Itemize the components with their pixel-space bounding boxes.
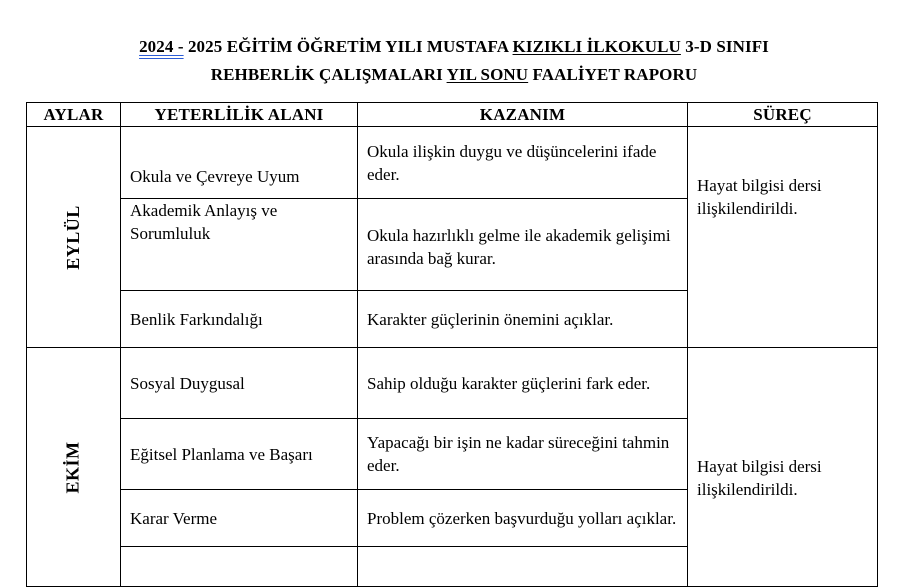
title-line-1-mid: 2025 EĞİTİM ÖĞRETİM YILI MUSTAFA [183,37,513,56]
kazanim-cell [358,547,688,587]
kazanim-text: Okula hazırlıklı gelme ile akademik gelişimi arasında bağ kurar. [367,225,671,268]
report-title [0,33,908,89]
table-row [27,127,878,199]
surec-cell [688,348,878,587]
alan-text: Karar Verme [130,508,218,528]
title-line-2 [0,61,908,89]
kazanim-text: Problem çözerken başvurduğu yolları açıklar. [367,508,677,528]
header-kazanim: KAZANIM [358,103,688,127]
title-line-1 [0,33,908,61]
table-row [27,348,878,419]
kazanim-text: Yapacağı bir işin ne kadar süreceğini tahmin eder. [367,433,670,475]
alan-cell [121,291,358,348]
month-label: EKİM [62,440,83,494]
title-line-2-start: REHBERLİK ÇALIŞMALARI [210,65,447,84]
alan-cell [121,127,358,199]
alan-cell [121,419,358,490]
month-label: EYLÜL [62,204,83,270]
alan-text: Benlik Farkındalığı [130,309,263,329]
alan-cell [121,490,358,547]
title-line-1-end: 3-D SINIFI [680,37,769,56]
kazanim-cell [358,291,688,348]
kazanim-text: Sahip olduğu karakter güçlerini fark eder. [367,373,651,393]
surec-text: Hayat bilgisi dersi ilişkilendirildi. [697,176,822,218]
kazanim-cell [358,199,688,291]
title-year-end-label: YIL SONU [446,65,529,84]
activity-report-table [26,102,878,587]
kazanim-text: Karakter güçlerinin önemini açıklar. [367,309,614,329]
alan-text: Akademik Anlayış ve Sorumluluk [130,201,278,243]
surec-cell [688,127,878,348]
title-line-2-end: FAALİYET RAPORU [528,65,698,84]
header-surec: SÜREÇ [688,103,878,127]
kazanim-cell [358,348,688,419]
kazanim-cell [358,490,688,547]
table-header-row [27,103,878,127]
kazanim-cell [358,419,688,490]
header-aylar: AYLAR [27,103,121,127]
month-cell-ekim [27,348,121,587]
alan-text: Okula ve Çevreye Uyum [130,167,300,186]
alan-cell [121,547,358,587]
month-cell-eylul [27,127,121,348]
alan-text: Eğitsel Planlama ve Başarı [130,444,313,464]
kazanim-cell [358,127,688,199]
title-year-start: 2024 - [139,37,184,56]
alan-text: Sosyal Duygusal [130,373,245,393]
kazanim-text: Okula ilişkin duygu ve düşüncelerini ifade eder. [367,141,657,184]
surec-text: Hayat bilgisi dersi ilişkilendirildi. [697,457,822,499]
alan-cell [121,348,358,419]
school-name: KIZIKLI İLKOKULU [512,37,681,56]
alan-cell [121,199,358,291]
header-yeterlilik-alani: YETERLİLİK ALANI [121,103,358,127]
